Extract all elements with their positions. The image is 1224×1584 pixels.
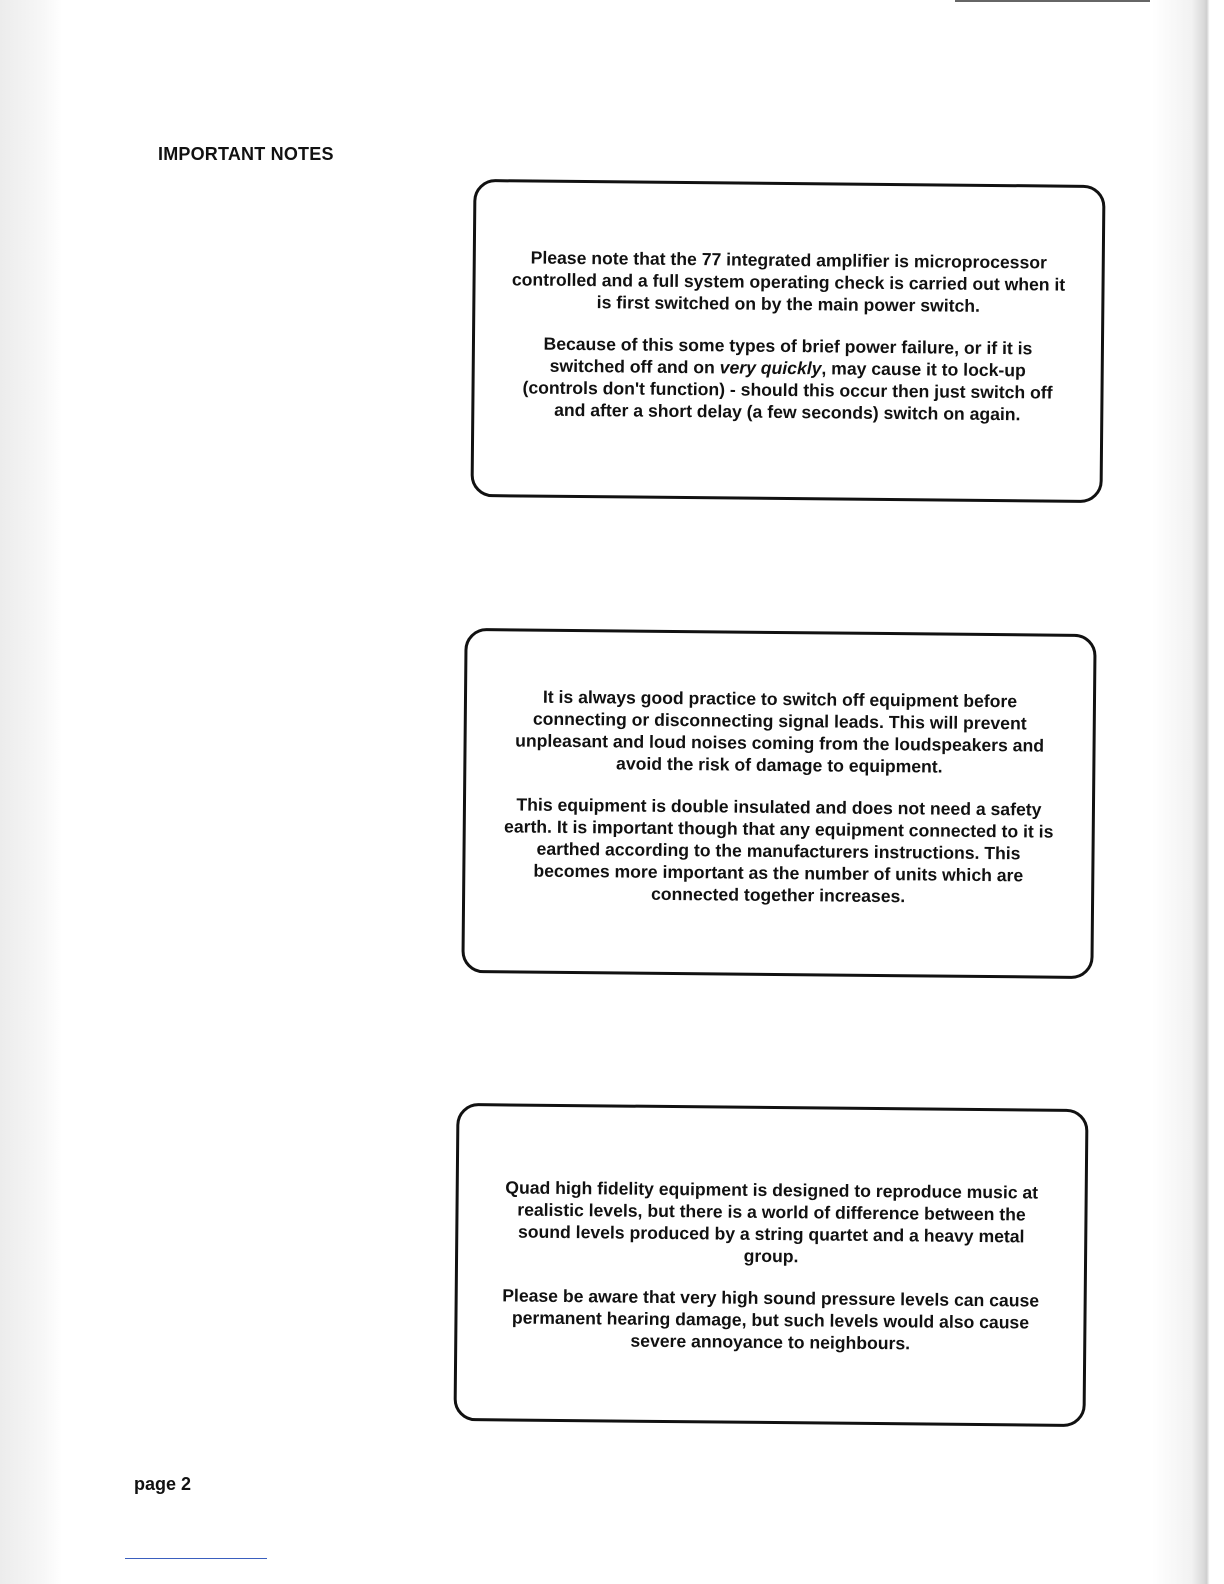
note-box-sound-levels <box>453 1103 1088 1427</box>
note-box-body <box>493 1176 1049 1355</box>
scan-left-shadow <box>0 0 62 1584</box>
note-box-power <box>470 179 1105 503</box>
page-number: page 2 <box>134 1474 192 1494</box>
note-paragraph: Please be aware that very high sound pressure levels can cause permanent hearing damage, but such levels would also cause severe annoyance to neighbours. <box>502 1285 1040 1354</box>
note-box-body <box>510 246 1066 425</box>
note-paragraph: Please note that the 77 integrated amplifier is microprocessor controlled and a full system operating check is carried out when it is first switched on by the main power switch. <box>511 247 1066 316</box>
note-text: , may cause it to lock-up (controls don't function) - should this occur then just switch off and after a short delay (a few seconds) switch on again. <box>522 358 1053 425</box>
note-text: Because of this some types of brief power failure, or if it is switched off and on <box>543 333 1033 378</box>
note-emphasis: very quickly <box>719 357 822 379</box>
scan-right-edge <box>1152 0 1224 1584</box>
scan-top-rule <box>955 0 1150 2</box>
note-paragraph: Quad high fidelity equipment is designed to reproduce music at realistic levels, but there is a world of difference between the sound levels produced by a string quartet and a heavy metal group. <box>505 1177 1039 1267</box>
note-box-connections <box>461 628 1096 979</box>
note-paragraph: It is always good practice to switch off equipment before connecting or disconnecting signal leads. This will prevent unpleasant and loud noises coming from the loudspeakers and avoid the risk of damage to equipment. <box>515 686 1045 777</box>
note-paragraph: This equipment is double insulated and does not need a safety earth. It is important though that any equipment connected to it is earthed according to the manufacturers instructions. This becomes more important as the number of units which are connected together increases. <box>504 794 1054 907</box>
note-paragraph <box>510 332 1065 425</box>
scan-bottom-rule <box>125 1558 267 1559</box>
note-box-body <box>501 685 1057 908</box>
page-heading: IMPORTANT NOTES <box>158 144 334 164</box>
